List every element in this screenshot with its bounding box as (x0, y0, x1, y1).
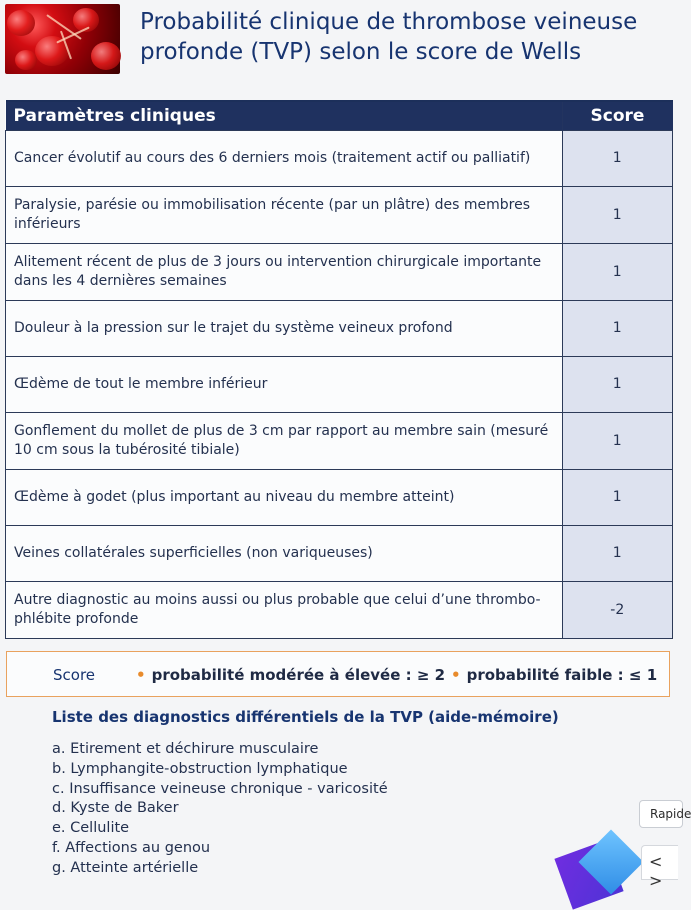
table-row (6, 526, 673, 582)
score-cell: 1 (562, 244, 673, 301)
table-row (6, 413, 673, 470)
param-cell: Œdème de tout le membre inférieur (6, 357, 563, 413)
column-header-params: Paramètres cliniques (6, 101, 563, 131)
param-cell: Alitement récent de plus de 3 jours ou intervention chirurgicale importante dans les 4 dernières semaines (6, 244, 563, 301)
table-row (6, 244, 673, 301)
score-cell: 1 (562, 131, 673, 187)
score-cell: 1 (562, 187, 673, 244)
score-cell: 1 (562, 301, 673, 357)
score-cell: -2 (562, 582, 673, 639)
bullet-icon: • (136, 666, 146, 684)
list-item: b. Lymphangite-obstruction lymphatique (52, 760, 348, 777)
differentials-list (52, 740, 388, 879)
list-item: f. Affections au genou (52, 839, 211, 856)
score-cell: 1 (562, 470, 673, 526)
param-cell: Douleur à la pression sur le trajet du système veineux profond (6, 301, 563, 357)
list-item: a. Etirement et déchirure musculaire (52, 741, 319, 757)
column-header-score: Score (562, 101, 673, 131)
score-cell: 1 (562, 357, 673, 413)
score-cell: 1 (562, 413, 673, 470)
param-cell: Veines collatérales superficielles (non variqueuses) (6, 526, 563, 582)
rapid-tab[interactable]: Rapide (639, 800, 683, 828)
page-title-line1: Probabilité clinique de thrombose veineuse (140, 9, 638, 35)
nav-arrows-button[interactable]: < > (641, 845, 678, 880)
table-row (6, 187, 673, 244)
list-item: g. Atteinte artérielle (52, 859, 199, 876)
header-thrombus-image (5, 4, 120, 74)
param-cell: Cancer évolutif au cours des 6 derniers mois (traitement actif ou palliatif) (6, 131, 563, 187)
probability-low-text: probabilité faible : ≤ 1 (466, 666, 658, 684)
param-cell: Œdème à godet (plus important au niveau du membre atteint) (6, 470, 563, 526)
param-cell: Autre diagnostic au moins aussi ou plus probable que celui d’une thrombo-phlébite profonde (6, 582, 563, 639)
score-cell: 1 (562, 526, 673, 582)
list-item: c. Insuffisance veineuse chronique - varicosité (52, 780, 388, 797)
wells-score-table (5, 100, 673, 639)
param-cell: Paralysie, parésie ou immobilisation récente (par un plâtre) des membres inférieurs (6, 187, 563, 244)
score-label: Score (53, 666, 96, 684)
probability-moderate-high (136, 666, 445, 684)
table-row (6, 357, 673, 413)
table-row (6, 470, 673, 526)
list-item: d. Kyste de Baker (52, 800, 179, 817)
list-item: e. Cellulite (52, 820, 130, 837)
page-title-line2: profonde (TVP) selon le score de Wells (140, 39, 582, 65)
param-cell: Gonflement du mollet de plus de 3 cm par rapport au membre sain (mesuré 10 cm sous la tubérosité tibiale) (6, 413, 563, 470)
bullet-icon: • (451, 666, 461, 684)
table-row (6, 582, 673, 639)
table-row (6, 301, 673, 357)
differentials-title: Liste des diagnostics différentiels de la TVP (aide-mémoire) (52, 708, 559, 726)
probability-moderate-high-text: probabilité modérée à élevée : ≥ 2 (151, 666, 446, 684)
table-row (6, 131, 673, 187)
probability-low (451, 666, 657, 684)
score-interpretation-box (6, 651, 670, 697)
page-title (140, 7, 670, 67)
